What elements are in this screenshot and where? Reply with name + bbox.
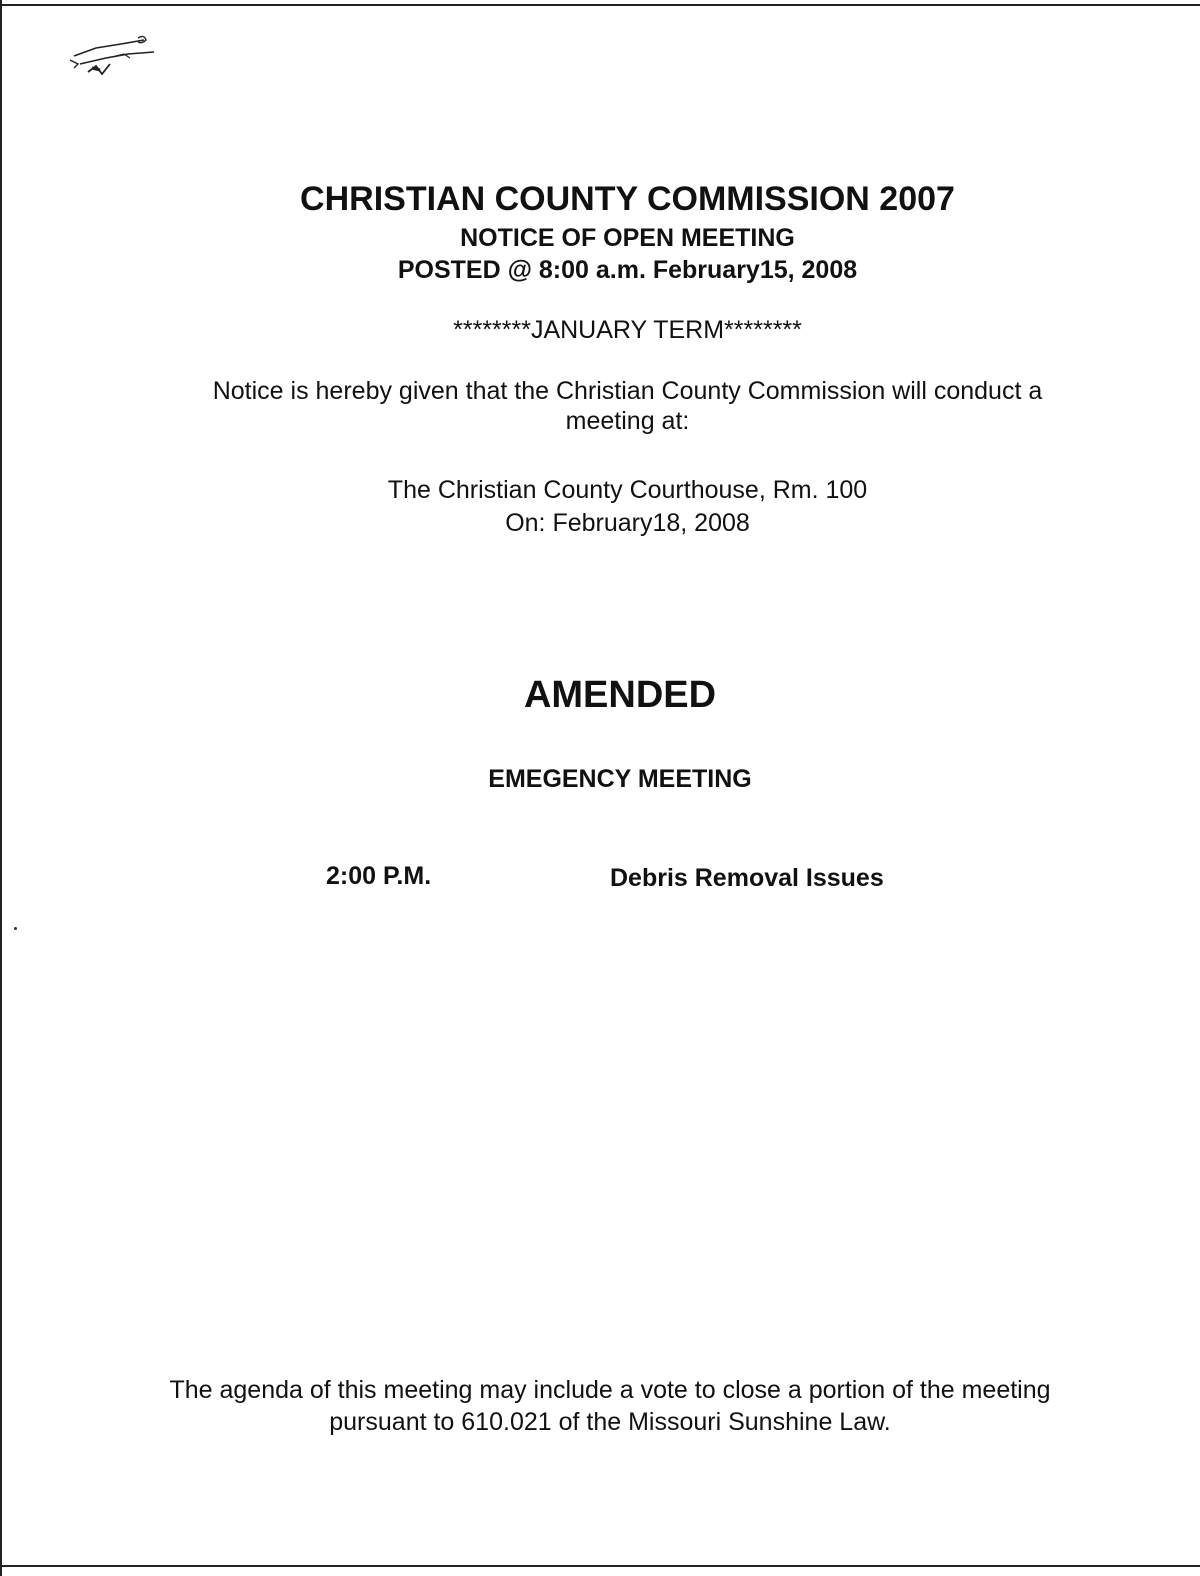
page-edge-top [0,4,1200,6]
meeting-location: The Christian County Courthouse, Rm. 100 [387,476,868,504]
handwritten-scribble [66,34,166,84]
stray-mark [14,927,17,930]
meeting-date: On: February18, 2008 [505,509,750,537]
footer-line-1: The agenda of this meeting may include a vote to close a portion of the meeting [169,1376,1051,1404]
notice-line-2: meeting at: [565,407,690,435]
sunshine-law-footer [0,1374,1200,1438]
page-edge-bottom [0,1565,1200,1567]
agenda-item-time: 2:00 P.M. [326,862,432,890]
footer-line-2: pursuant to 610.021 of the Missouri Sunshine Law. [329,1408,891,1436]
amended-heading: AMENDED [523,674,717,716]
notice-paragraph [0,376,1200,436]
notice-line-1: Notice is hereby given that the Christian County Commission will conduct a [212,377,1043,405]
agenda-item-topic: Debris Removal Issues [610,864,884,892]
page-title: CHRISTIAN COUNTY COMMISSION 2007 [300,180,955,218]
posted-timestamp: POSTED @ 8:00 a.m. February15, 2008 [397,256,858,284]
meeting-type-heading: EMEGENCY MEETING [488,765,752,793]
term-label: ********JANUARY TERM******** [453,316,802,344]
notice-subtitle: NOTICE OF OPEN MEETING [460,224,795,252]
